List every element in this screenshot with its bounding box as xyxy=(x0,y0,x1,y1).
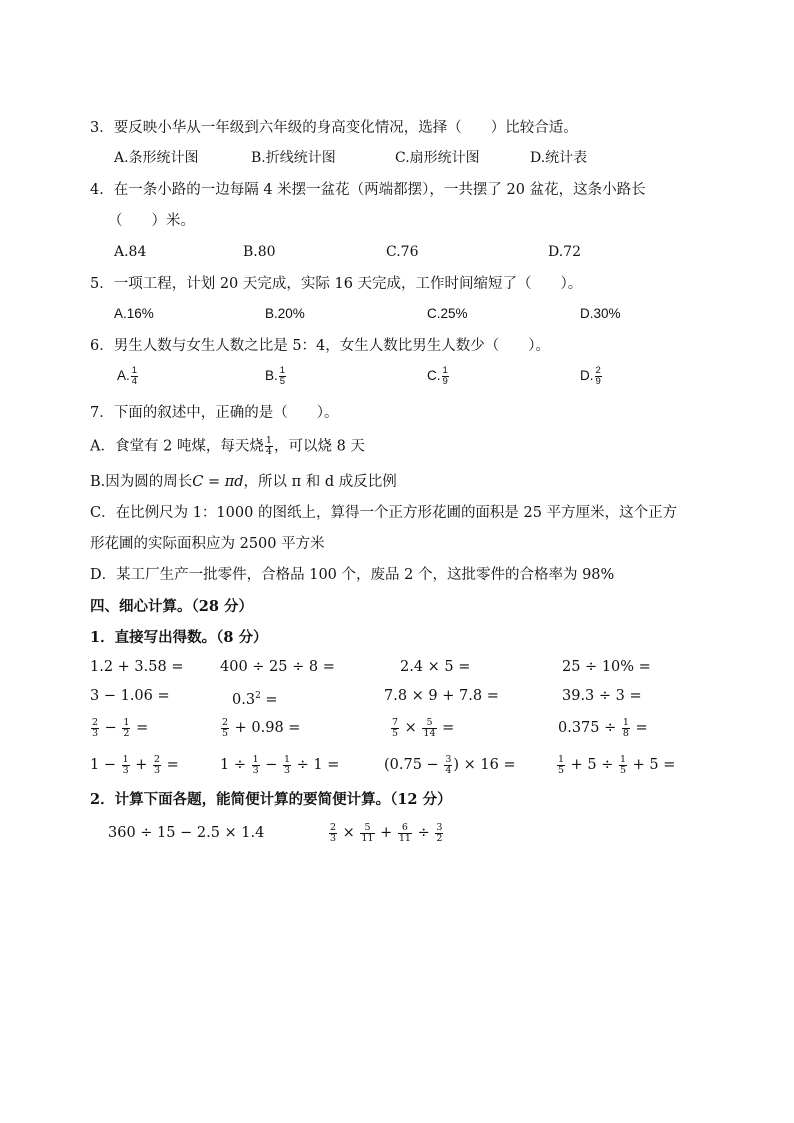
q5-option-a: A.16% xyxy=(114,306,154,321)
square-exponent: 2 xyxy=(255,691,261,701)
numerator: 1 xyxy=(279,365,286,376)
q6-option-a-label: A. xyxy=(117,368,130,384)
calc-r4-c3 xyxy=(384,754,516,776)
calc-r2-c3: 7.8 × 9 + 7.8 = xyxy=(384,688,499,704)
fraction xyxy=(398,823,412,844)
calc2-expression-2 xyxy=(328,822,444,844)
equals: = xyxy=(131,720,149,736)
denominator: 2 xyxy=(436,832,443,844)
fraction xyxy=(153,755,161,776)
q6-stem: 6．男生人数与女生人数之比是 5：4，女生人数比男生人数少（ ）。 xyxy=(90,338,551,354)
operator: × xyxy=(338,825,360,841)
q6-option-d xyxy=(580,366,603,387)
fraction xyxy=(422,718,436,739)
denominator: 3 xyxy=(154,764,161,776)
numerator: 1 xyxy=(122,753,129,765)
operator: + xyxy=(375,825,397,841)
calc-r4-c2 xyxy=(220,754,339,776)
denominator: 3 xyxy=(330,832,337,844)
numerator: 2 xyxy=(222,716,229,728)
denominator: 3 xyxy=(122,764,129,776)
numerator: 2 xyxy=(154,753,161,765)
equals: = xyxy=(260,691,278,708)
square-base: 0.3 xyxy=(232,691,256,708)
fraction xyxy=(122,718,130,739)
denominator: 4 xyxy=(265,446,272,457)
numerator: 1 xyxy=(284,753,291,765)
q5-option-c: C.25% xyxy=(427,306,468,321)
q6-option-a-fraction xyxy=(131,366,138,387)
denominator: 8 xyxy=(622,727,629,739)
denominator: 2 xyxy=(123,727,130,739)
denominator: 4 xyxy=(445,764,452,776)
calc-r3-c4 xyxy=(558,717,648,739)
expression-end: + 5 = xyxy=(628,757,676,773)
denominator: 3 xyxy=(92,727,99,739)
numerator: 3 xyxy=(445,753,452,765)
q6-option-a xyxy=(117,366,139,387)
denominator: 5 xyxy=(558,764,565,776)
calc-r3-c2 xyxy=(220,717,300,739)
calc-r4-c4 xyxy=(556,754,675,776)
denominator: 4 xyxy=(131,376,138,387)
expression-middle: + 5 ÷ xyxy=(566,757,619,773)
q7-option-c-line2: 形花圃的实际面积应为 2500 平方米 xyxy=(90,536,325,552)
fraction xyxy=(619,755,627,776)
numerator: 1 xyxy=(558,753,565,765)
fraction xyxy=(557,755,565,776)
q4-stem-line1: 4．在一条小路的一边每隔 4 米摆一盆花（两端都摆），一共摆了 20 盆花，这条小路长 xyxy=(90,182,646,198)
q3-option-a: A.条形统计图 xyxy=(114,150,199,166)
numerator: 1 xyxy=(252,753,259,765)
q6-option-c xyxy=(427,366,450,387)
fraction xyxy=(391,718,399,739)
part1-title: 1．直接写出得数。（8 分） xyxy=(90,629,268,646)
q6-option-b xyxy=(265,366,287,387)
numerator: 2 xyxy=(595,365,601,376)
calc2-expression-1: 360 ÷ 15 − 2.5 × 1.4 xyxy=(108,825,265,841)
operator: − xyxy=(260,757,283,773)
calc-r1-c3: 2.4 × 5 = xyxy=(400,659,471,675)
calc-r3-c1 xyxy=(90,717,148,739)
q7-option-a-fraction xyxy=(265,436,273,457)
q7-option-d: D．某工厂生产一批零件，合格品 100 个，废品 2 个，这批零件的合格率为 98% xyxy=(90,567,615,583)
equals: = xyxy=(630,720,648,736)
fraction xyxy=(444,755,452,776)
q4-stem-line2: （ ）米。 xyxy=(108,213,195,229)
expression-end: ÷ 1 = xyxy=(292,757,340,773)
denominator: 5 xyxy=(620,764,627,776)
denominator: 11 xyxy=(398,832,411,844)
q6-option-b-label: B. xyxy=(265,368,278,384)
denominator: 3 xyxy=(284,764,291,776)
q7-stem: 7．下面的叙述中，正确的是（ ）。 xyxy=(90,405,339,421)
fraction xyxy=(435,823,443,844)
q3-option-c: C.扇形统计图 xyxy=(395,150,480,166)
fraction xyxy=(329,823,337,844)
numerator: 1 xyxy=(123,716,130,728)
fraction xyxy=(252,755,260,776)
fraction xyxy=(122,755,130,776)
numerator: 6 xyxy=(398,823,412,834)
denominator: 14 xyxy=(423,727,436,739)
operator: ÷ xyxy=(412,825,435,841)
q6-option-c-label: C. xyxy=(427,368,441,384)
operator: × xyxy=(400,720,422,736)
calc-r2-c4: 39.3 ÷ 3 = xyxy=(562,688,642,704)
q7-option-a-text-end: ，可以烧 8 天 xyxy=(273,438,365,455)
denominator: 5 xyxy=(222,727,229,739)
q6-option-d-label: D. xyxy=(580,368,594,384)
q7-option-b-text-end: ，所以 π 和 d 成反比例 xyxy=(243,474,397,490)
fraction xyxy=(91,718,99,739)
calc-r4-c1 xyxy=(90,754,179,776)
calc-r1-c1: 1.2 + 3.58 = xyxy=(90,659,184,675)
expression-rest: + 0.98 = xyxy=(230,720,301,736)
q7-option-a-text: A．食堂有 2 吨煤，每天烧 xyxy=(90,438,264,455)
numerator: 1 xyxy=(622,716,629,728)
numerator: 5 xyxy=(360,823,374,834)
q5-stem: 5．一项工程，计划 20 天完成，实际 16 天完成，工作时间缩短了（ ）。 xyxy=(90,276,583,292)
denominator: 11 xyxy=(361,832,374,844)
fraction xyxy=(622,718,630,739)
calc-r1-c4: 25 ÷ 10% = xyxy=(562,659,651,675)
denominator: 3 xyxy=(252,764,259,776)
numerator: 2 xyxy=(92,716,99,728)
operator: − xyxy=(100,720,122,736)
q4-option-a: A.84 xyxy=(114,244,147,260)
q3-stem: 3．要反映小华从一年级到六年级的身高变化情况，选择（ ）比较合适。 xyxy=(90,120,578,136)
expression-start: 1 ÷ xyxy=(220,757,251,773)
q3-option-d: D.统计表 xyxy=(530,150,588,166)
equals: = xyxy=(162,757,179,773)
q4-option-c: C.76 xyxy=(386,244,419,260)
numerator: 3 xyxy=(436,821,443,833)
expression-start: (0.75 − xyxy=(384,757,444,773)
fraction xyxy=(360,823,374,844)
numerator: 7 xyxy=(392,716,399,728)
q7-option-b xyxy=(90,472,397,492)
operator: + xyxy=(130,757,153,773)
numerator: 1 xyxy=(620,753,627,765)
denominator: 9 xyxy=(442,376,448,387)
denominator: 5 xyxy=(392,727,399,739)
q6-option-c-fraction xyxy=(442,366,449,387)
numerator: 1 xyxy=(442,365,448,376)
expression-end: ) × 16 = xyxy=(453,757,516,773)
q7-option-b-text: B.因为圆的周长 xyxy=(90,474,193,490)
denominator: 5 xyxy=(279,376,286,387)
circumference-formula: C = πd xyxy=(192,474,244,490)
expression-start: 0.375 ÷ xyxy=(558,720,621,736)
numerator: 2 xyxy=(330,821,337,833)
q5-option-b: B.20% xyxy=(265,306,305,321)
fraction xyxy=(221,718,229,739)
numerator: 5 xyxy=(422,718,436,729)
numerator: 1 xyxy=(265,435,272,446)
section4-title: 四、细心计算。（28 分） xyxy=(90,598,253,615)
q7-option-c-line1: C．在比例尺为 1：1000 的图纸上，算得一个正方形花圃的面积是 25 平方厘米，这个正方 xyxy=(90,505,678,521)
part2-title: 2．计算下面各题，能简便计算的要简便计算。（12 分） xyxy=(90,791,452,808)
q6-option-d-fraction xyxy=(595,366,602,387)
numerator: 1 xyxy=(131,365,138,376)
q5-option-d: D.30% xyxy=(580,306,621,321)
q6-option-b-fraction xyxy=(279,366,286,387)
expression-start: 1 − xyxy=(90,757,121,773)
equals: = xyxy=(437,720,455,736)
calc-r3-c3 xyxy=(390,717,454,739)
q3-option-b: B.折线统计图 xyxy=(251,150,336,166)
calc-r2-c1: 3 − 1.06 = xyxy=(90,688,170,704)
q4-option-d: D.72 xyxy=(548,244,581,260)
denominator: 9 xyxy=(595,376,601,387)
q4-option-b: B.80 xyxy=(243,244,276,260)
calc-r1-c2: 400 ÷ 25 ÷ 8 = xyxy=(220,659,335,675)
calc-r2-c2 xyxy=(232,685,278,711)
fraction xyxy=(283,755,291,776)
q7-option-a xyxy=(90,436,365,457)
